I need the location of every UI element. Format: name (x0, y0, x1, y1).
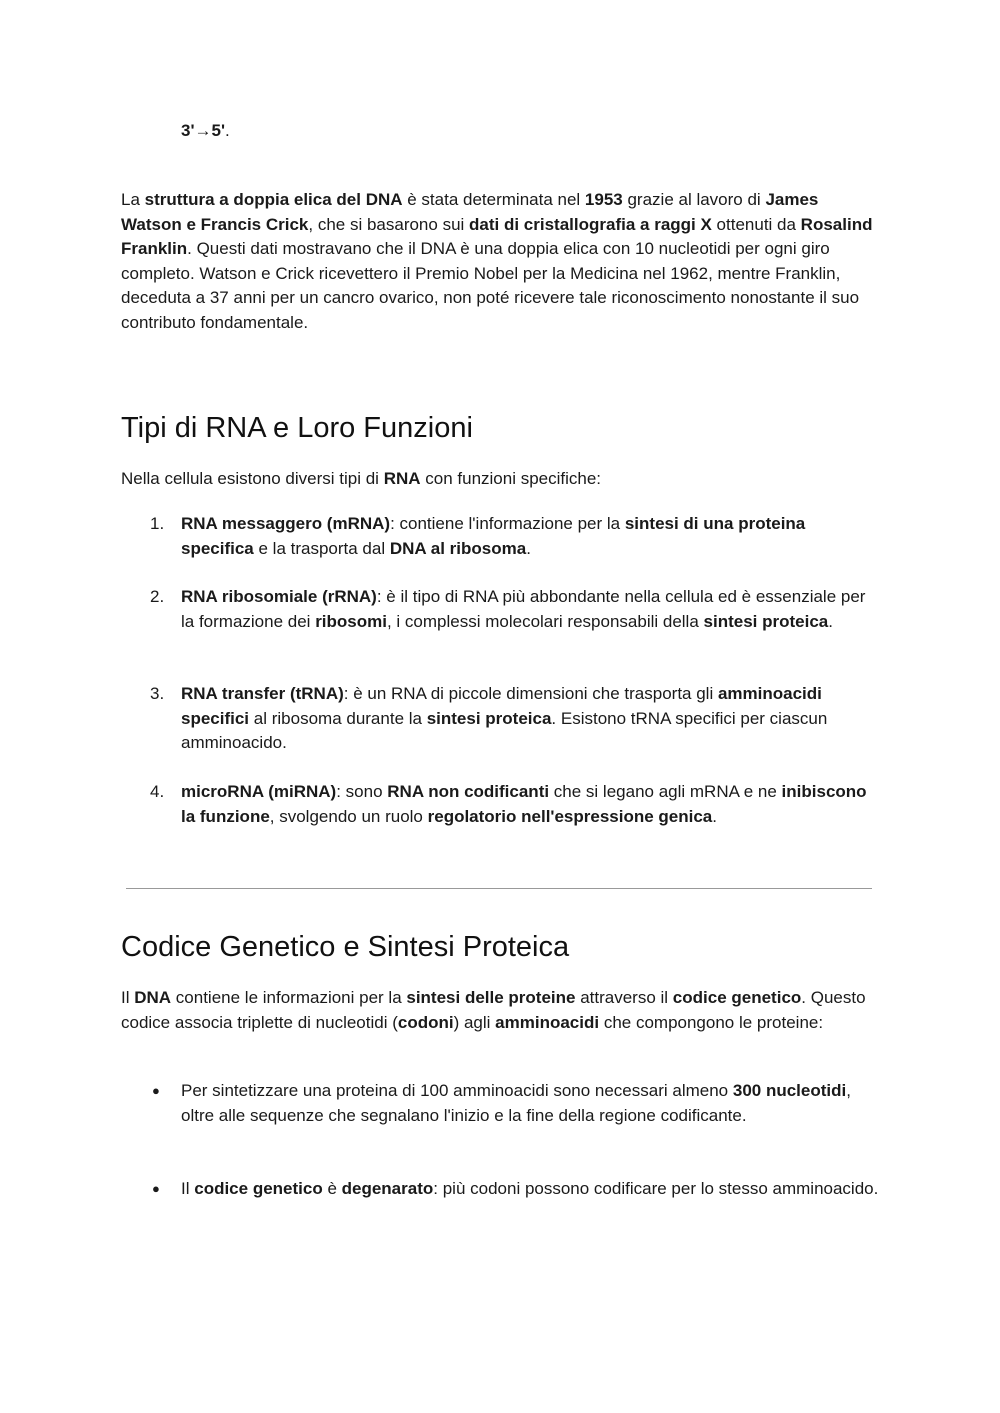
rna-section-heading: Tipi di RNA e Loro Funzioni (121, 412, 473, 444)
bold-run: James Watson e Francis Crick (121, 190, 819, 234)
text-run: . (712, 806, 717, 826)
bullet-icon: ● (152, 1181, 160, 1196)
text-run: è (322, 1179, 342, 1198)
bold-run: degenarato (341, 1179, 434, 1198)
bold-run: RNA ribosomiale (rRNA) (181, 587, 377, 606)
bold-run: amminoacidi (495, 1012, 600, 1032)
text-run: ottenuti da (711, 214, 801, 234)
text-run: contiene le informazioni per la (171, 988, 407, 1007)
rna-intro-paragraph (121, 467, 881, 492)
bold-run: sintesi delle proteine (406, 988, 576, 1007)
list-item-trna (181, 682, 881, 756)
text-run: , svolgendo un ruolo (269, 806, 428, 826)
bullet-item-degenerate (181, 1177, 881, 1202)
bold-run: codoni (397, 1012, 454, 1032)
text-run: , i complessi molecolari responsabili della (386, 611, 704, 631)
text-run: con funzioni specifiche: (420, 469, 602, 488)
text-run: La (121, 190, 145, 209)
bold-run: sintesi di una proteina specifica (181, 514, 806, 558)
text-run: : è un RNA di piccole dimensioni che trasporta gli (343, 684, 718, 703)
bold-run: RNA transfer (tRNA) (181, 684, 344, 703)
genetic-code-heading: Codice Genetico e Sintesi Proteica (121, 931, 570, 963)
bold-run: amminoacidi specifici (181, 684, 822, 728)
bold-run: DNA al ribosoma (389, 538, 527, 558)
bold-run: Rosalind Franklin (121, 214, 873, 258)
text-run: che compongono le proteine: (599, 1012, 824, 1032)
list-number: 3. (150, 684, 165, 703)
text-run: . Questi dati mostravano che il DNA è una doppia elica con 10 nucleotidi per ogni giro completo. Watson e Crick ricevettero il Premio Nobel per la Medicina nel 1962, mentre Franklin, deceduta a 37 anni per un cancro ovarico, non poté ricevere tale riconoscimento nonostante il suo contributo fondamentale. (121, 239, 860, 332)
bold-run: regolatorio nell'espressione genica (427, 806, 713, 826)
list-item-mrna (181, 512, 881, 561)
text-run: : sono (336, 782, 388, 801)
text-run: e la trasporta dal (253, 538, 390, 558)
bold-run: ribosomi (315, 611, 387, 631)
list-number: 4. (150, 782, 165, 801)
text-run: Il (181, 1179, 195, 1198)
text-run: al ribosoma durante la (249, 708, 427, 728)
text-run: Il (121, 988, 135, 1007)
bold-run: microRNA (miRNA) (181, 782, 337, 801)
list-number: 1. (150, 514, 165, 533)
bullet-icon: ● (152, 1083, 160, 1098)
genetic-code-intro (121, 986, 881, 1035)
text-run: . Esistono tRNA specifici per ciascun amminoacido. (181, 708, 828, 752)
bold-run: RNA messaggero (mRNA) (181, 514, 391, 533)
list-item-rrna (181, 585, 881, 634)
text-run: , oltre alle sequenze che segnalano l'inizio e la fine della regione codificante. (181, 1081, 851, 1125)
bold-run: dati di cristallografia a raggi X (469, 214, 712, 234)
fragment-tail: . (225, 121, 230, 140)
bullet-item-nucleotides (181, 1079, 881, 1128)
bold-run: RNA (383, 469, 421, 488)
bold-run: 1953 (584, 190, 623, 209)
bold-run: sintesi proteica (703, 611, 829, 631)
fragment-line (181, 119, 941, 144)
text-run: : contiene l'informazione per la (390, 514, 625, 533)
text-run: : è il tipo di RNA più abbondante nella cellula ed è essenziale per la formazione dei (181, 587, 866, 631)
horizontal-divider (126, 888, 872, 889)
bold-run: DNA (134, 988, 172, 1007)
text-run: Per sintetizzare una proteina di 100 amminoacidi sono necessari almeno (181, 1081, 733, 1100)
bold-run: 300 nucleotidi (732, 1081, 847, 1100)
text-run: : più codoni possono codificare per lo stesso amminoacido. (433, 1179, 879, 1198)
bold-run: codice genetico (672, 988, 802, 1007)
bold-run: codice genetico (194, 1179, 323, 1198)
strand-direction: 3'→5' (181, 121, 225, 140)
text-run: che si legano agli mRNA e ne (549, 782, 782, 801)
list-item-mirna (181, 780, 881, 829)
text-run: grazie al lavoro di (622, 190, 766, 209)
bold-run: struttura a doppia elica del DNA (144, 190, 403, 209)
bold-run: RNA non codificanti (387, 782, 550, 801)
dna-structure-paragraph (121, 188, 881, 335)
text-run: . Questo codice associa triplette di nucleotidi ( (121, 988, 866, 1032)
text-run: Nella cellula esistono diversi tipi di (121, 469, 384, 488)
list-number: 2. (150, 587, 165, 606)
text-run: ) agli (453, 1012, 496, 1032)
text-run: . (828, 611, 833, 631)
text-run: attraverso il (575, 988, 673, 1007)
bold-run: inibiscono la funzione (181, 782, 867, 826)
text-run: , che si basarono sui (308, 214, 470, 234)
text-run: . (526, 538, 531, 558)
text-run: è stata determinata nel (402, 190, 585, 209)
bold-run: sintesi proteica (426, 708, 552, 728)
